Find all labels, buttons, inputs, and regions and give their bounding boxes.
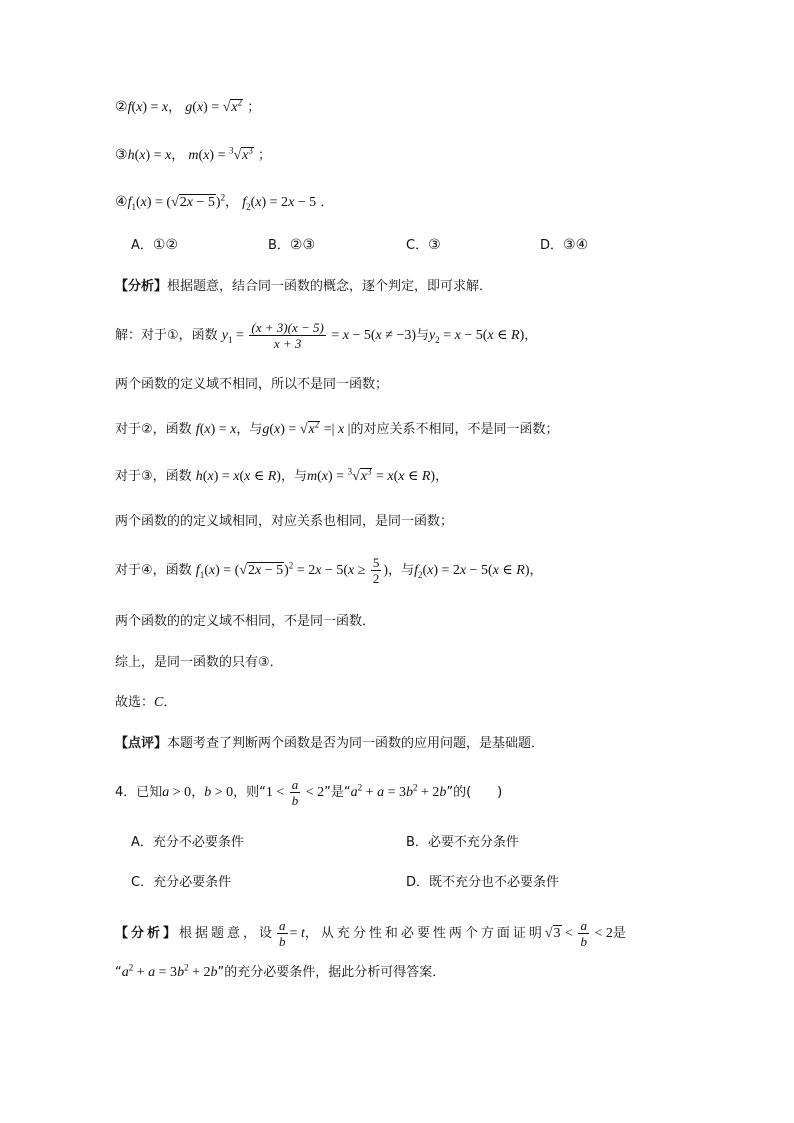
fraction-5-2: $\frac{5}{2}$ xyxy=(372,555,380,586)
q4-option-c: C．充分必要条件 xyxy=(131,875,232,890)
analysis-2-line-2: “$a^2 + a = 3b^2 + 2b$”的充分必要条件，据此分析可得答案． xyxy=(115,962,446,980)
analysis-tag: 【分析】 xyxy=(115,279,168,294)
math-f2: $f_2(x) = 2x - 5$ xyxy=(242,195,317,212)
q4-option-b: B．必要不充分条件 xyxy=(406,835,519,850)
q4-option-d: D．既不充分也不必要条件 xyxy=(406,875,560,890)
option-c: C．③ xyxy=(406,237,441,253)
option-d: D．③④ xyxy=(540,237,589,253)
analysis-2-tag: 【分析】 xyxy=(115,926,180,941)
q4-option-a: A．充分不必要条件 xyxy=(131,835,244,850)
math-m-eq-cbrt: $m(x) = ^3√x^3$ xyxy=(188,145,253,163)
analysis-2-line-1: 【分析】根据题意，设 $\frac{a}{b}$ = t，从充分性和必要性两个方面证明√3 < $\frac{a}{b}$ < 2是 xyxy=(115,918,626,949)
solution-line-2: 两个函数的定义域不相同，所以不是同一函数； xyxy=(115,377,389,392)
math-g-eq-sqrt: $g(x) = √x^2$ xyxy=(185,97,243,115)
item-3: ③h(x) = x， $m(x) = ^3√x^3$ ； xyxy=(115,145,272,163)
math-h-eq-x: h(x) = x xyxy=(127,148,172,163)
solution-line-8: 综上，是同一函数的只有③． xyxy=(115,655,283,670)
solution-line-5: 两个函数的的定义域相同，对应关系也相同，是同一函数； xyxy=(115,514,454,529)
comment-tag: 【点评】 xyxy=(115,736,168,751)
solution-line-7: 两个函数的的定义域不相同，不是同一函数． xyxy=(115,614,376,629)
option-a: A．①② xyxy=(131,237,179,253)
math-y2: $y_2 = x - 5(x$ ∈ R) xyxy=(429,328,525,345)
solution-line-3: 对于②，函数 f(x) = x，与$g(x) = √x^2$ =| x |的对应关系不相同，不是同一函数； xyxy=(115,419,559,437)
analysis-1: 【分析】根据题意，结合同一函数的概念，逐个判定，即可求解． xyxy=(115,279,493,294)
option-b: B．②③ xyxy=(268,237,316,253)
comment: 【点评】本题考查了判断两个函数是否为同一函数的应用问题，是基础题． xyxy=(115,736,545,751)
solution-line-1: 解：对于①，函数 $y_1$ = $\frac{(x + 3)(x - 5)}{x + 3}$ = x − 5(x ≠ −3)与$y_2 = x - 5(x$ ∈ R)， xyxy=(115,320,538,351)
question-4: 4．已知a > 0，b > 0，则“1 < $\frac{a}{b}$ < 2”是“$a^2 + a = 3b^2 + 2b$”的( ) xyxy=(115,777,503,808)
item-2: ②f(x) = x， $g(x) = √x^2$ ； xyxy=(115,97,261,115)
final-answer: 故选：C． xyxy=(115,695,177,710)
item-4: $④f_1(x) = (√2x - 5)^2$， $f_2(x) = 2x - 5$ ． xyxy=(115,192,334,212)
circled-3: ③ xyxy=(115,147,128,163)
math-y1: $y_1$ = xyxy=(221,328,248,345)
solution-line-6: 对于④，函数 $f_1(x) = (√2x - 5)^2 = 2x - 5(x$ ≥ $\frac{5}{2}$ )，与$f_2(x) = 2x - 5(x$ ∈ R)， xyxy=(115,555,543,586)
solution-line-4: 对于③，函数 h(x) = x(x ∈ R)，与$m(x) = ^3√x^3 = x(x$ ∈ R)， xyxy=(115,466,449,484)
math-f1: $f_1(x) = (√2x - 5)^2$ xyxy=(127,192,226,212)
circled-4: ④ xyxy=(115,194,128,210)
circled-2: ② xyxy=(115,99,128,115)
math-f-eq-x: f(x) = x xyxy=(127,100,169,115)
fraction-y1: $\frac{(x + 3)(x - 5)}{x + 3}$ xyxy=(251,320,324,351)
